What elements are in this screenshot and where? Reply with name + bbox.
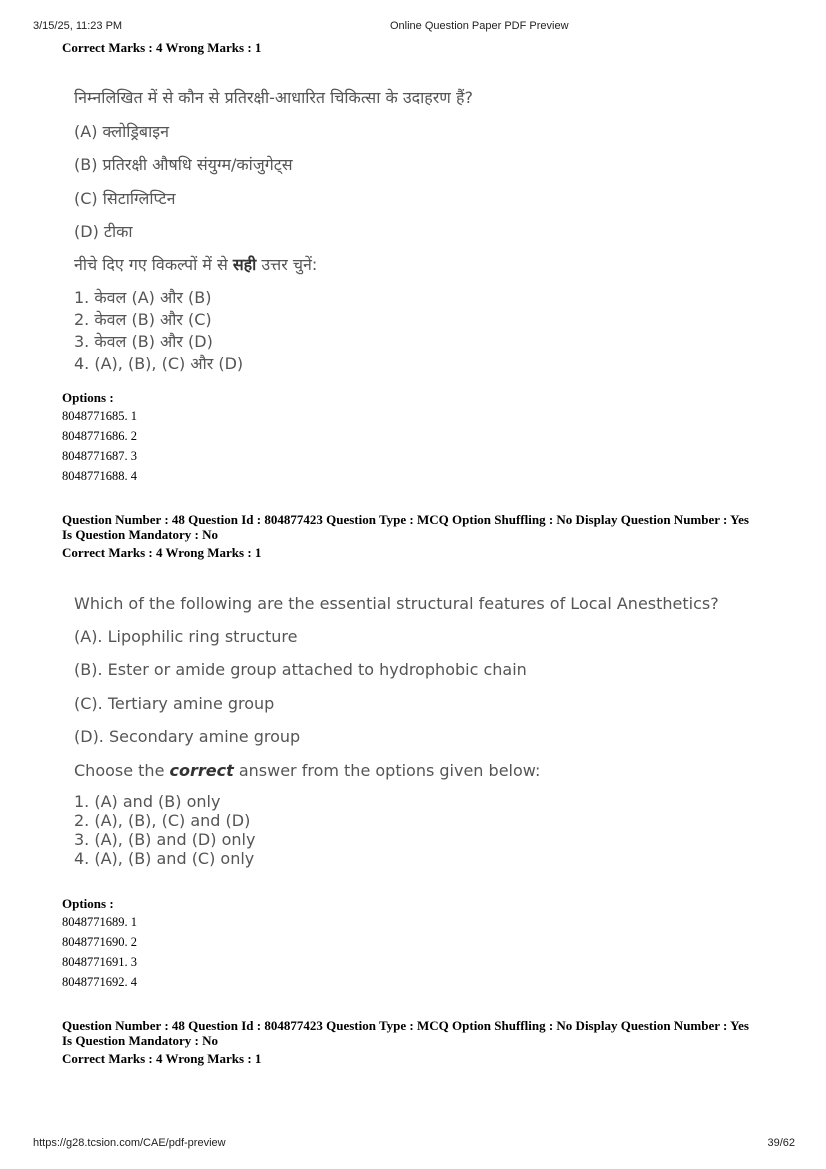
q1-instruction-pre: नीचे दिए गए विकल्पों में से [74,255,233,274]
q1-instruction-bold: सही [232,255,257,274]
q3-marks: Correct Marks : 4 Wrong Marks : 1 [62,1051,262,1066]
q1-choice-2: 2. केवल (B) और (C) [74,310,212,329]
q3-mandatory: Is Question Mandatory : No [62,1033,219,1048]
q1-option-id-2: 8048771686. 2 [62,429,137,443]
q2-option-id-1: 8048771689. 1 [62,915,137,929]
q2-choice-2: 2. (A), (B), (C) and (D) [74,811,251,830]
q2-option-id-3: 8048771691. 3 [62,955,137,969]
q1-choices [74,286,243,374]
q2-instruction [74,761,540,780]
q1-option-b: (B) प्रतिरक्षी औषधि संयुग्म/कांजुगेट्स [74,155,293,174]
q2-option-a: (A). Lipophilic ring structure [74,627,298,646]
q1-choice-4: 4. (A), (B), (C) और (D) [74,354,244,373]
q2-instruction-post: answer from the options given below: [233,761,541,780]
q2-meta: Question Number : 48 Question Id : 804877423 Question Type : MCQ Option Shuffling : No Display Question Number : Yes [62,512,749,527]
q1-option-a: (A) क्लोड्रिबाइन [74,122,169,141]
page-number: 39/62 [767,1137,795,1149]
q2-option-id-4: 8048771692. 4 [62,975,137,989]
q2-option-d: (D). Secondary amine group [74,727,301,746]
q1-options-list [62,406,137,486]
q2-choices [74,792,255,868]
q2-instruction-pre: Choose the [74,761,170,780]
q2-choice-1: 1. (A) and (B) only [74,792,221,811]
q2-option-b: (B). Ester or amide group attached to hydrophobic chain [74,660,527,679]
q1-question-text: निम्नलिखित में से कौन से प्रतिरक्षी-आधारित चिकित्सा के उदाहरण हैं? [74,88,473,107]
q2-options-list [62,912,137,992]
q1-option-id-3: 8048771687. 3 [62,449,137,463]
page-url: https://g28.tcsion.com/CAE/pdf-preview [33,1137,226,1149]
q2-choice-4: 4. (A), (B) and (C) only [74,849,255,868]
q1-option-c: (C) सिटाग्लिप्टिन [74,189,176,208]
print-title: Online Question Paper PDF Preview [390,20,569,32]
q2-choice-3: 3. (A), (B) and (D) only [74,830,256,849]
q3-meta: Question Number : 48 Question Id : 804877423 Question Type : MCQ Option Shuffling : No Display Question Number : Yes [62,1018,749,1033]
q2-option-id-2: 8048771690. 2 [62,935,137,949]
q1-option-id-1: 8048771685. 1 [62,409,137,423]
q1-marks: Correct Marks : 4 Wrong Marks : 1 [62,40,262,55]
q2-options-label: Options : [62,896,114,911]
q1-choice-1: 1. केवल (A) और (B) [74,288,212,307]
q2-instruction-bold: correct [169,761,234,780]
q1-choice-3: 3. केवल (B) और (D) [74,332,213,351]
q1-option-id-4: 8048771688. 4 [62,469,137,483]
q2-marks: Correct Marks : 4 Wrong Marks : 1 [62,545,262,560]
q2-question-text: Which of the following are the essential structural features of Local Anesthetics? [74,594,719,613]
print-datetime: 3/15/25, 11:23 PM [33,20,123,32]
q1-options-label: Options : [62,390,114,405]
q1-instruction [74,253,317,275]
q1-option-d: (D) टीका [74,222,133,241]
q1-instruction-post: उत्तर चुनें: [256,255,318,274]
q2-option-c: (C). Tertiary amine group [74,694,275,713]
q2-mandatory: Is Question Mandatory : No [62,527,219,542]
